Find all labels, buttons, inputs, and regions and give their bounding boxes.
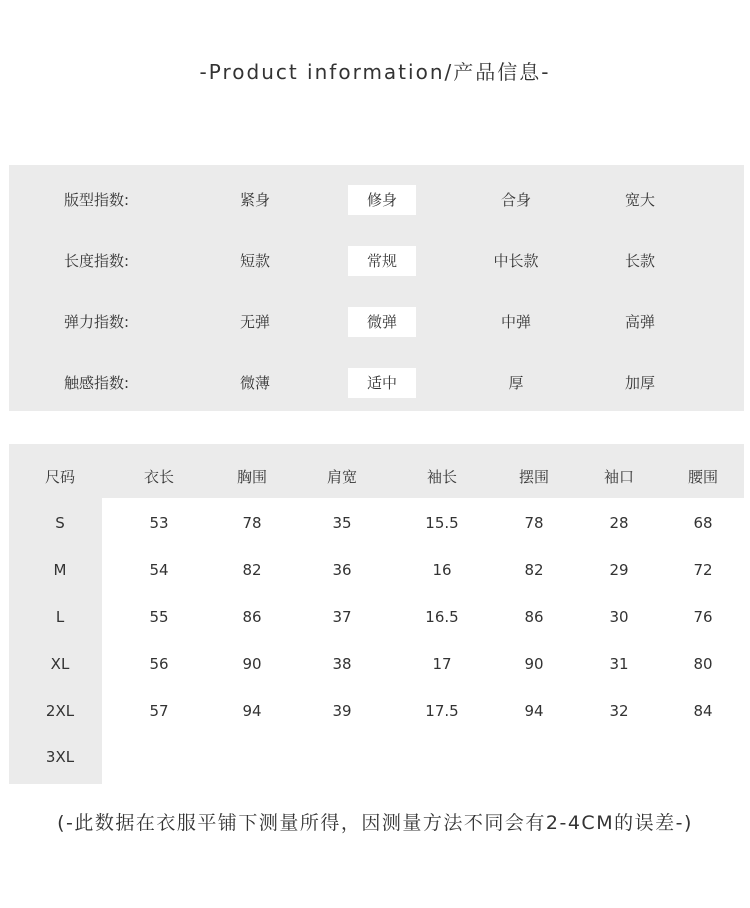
index-option-selected: 微弹 <box>348 307 416 337</box>
size-value-cell: 17.5 <box>425 702 459 720</box>
index-option: 微薄 <box>239 374 270 392</box>
size-label-cell: 2XL <box>45 702 75 720</box>
size-value-cell: 55 <box>149 608 169 626</box>
size-value-cell: 90 <box>524 655 544 673</box>
size-value-cell: 17 <box>432 655 452 673</box>
size-value-cell: 78 <box>524 514 544 532</box>
size-value-cell: 28 <box>609 514 629 532</box>
size-label-cell: M <box>53 561 67 579</box>
size-value-cell: 15.5 <box>425 514 459 532</box>
page-title: -Product information/产品信息- <box>199 60 551 84</box>
size-value-cell: 86 <box>242 608 262 626</box>
index-option: 合身 <box>500 191 531 209</box>
index-option-selected: 修身 <box>348 185 416 215</box>
index-label: 弹力指数: <box>64 313 130 331</box>
size-value-cell: 56 <box>149 655 169 673</box>
size-value-cell: 35 <box>332 514 352 532</box>
index-option: 短款 <box>239 252 270 270</box>
index-option: 高弹 <box>624 313 655 331</box>
size-column-background <box>9 498 102 784</box>
size-value-cell: 94 <box>242 702 262 720</box>
size-value-cell: 30 <box>609 608 629 626</box>
index-option: 厚 <box>508 374 524 392</box>
index-row-length <box>9 246 744 276</box>
size-table-header-cell: 袖口 <box>603 468 634 486</box>
index-label: 触感指数: <box>64 374 130 392</box>
size-value-cell: 37 <box>332 608 352 626</box>
size-label-cell: 3XL <box>45 748 75 766</box>
size-value-cell: 72 <box>693 561 713 579</box>
index-option: 长款 <box>624 252 655 270</box>
index-option-selected: 适中 <box>348 368 416 398</box>
measurement-note: (-此数据在衣服平铺下测量所得，因测量方法不同会有2-4CM的误差-) <box>57 812 693 834</box>
size-value-cell: 80 <box>693 655 713 673</box>
size-table-header-cell: 袖长 <box>426 468 457 486</box>
size-value-cell: 16.5 <box>425 608 459 626</box>
size-value-cell: 29 <box>609 561 629 579</box>
size-value-cell: 86 <box>524 608 544 626</box>
product-index-panel <box>9 165 744 411</box>
size-table-header-cell: 胸围 <box>236 468 267 486</box>
size-value-cell: 82 <box>524 561 544 579</box>
index-option: 中长款 <box>493 252 539 270</box>
size-label-cell: S <box>55 514 65 532</box>
index-label: 版型指数: <box>64 191 130 209</box>
size-value-cell: 94 <box>524 702 544 720</box>
size-value-cell: 57 <box>149 702 169 720</box>
size-table <box>9 444 744 784</box>
size-value-cell: 78 <box>242 514 262 532</box>
size-label-cell: L <box>55 608 65 626</box>
index-option: 加厚 <box>624 374 655 392</box>
index-option: 中弹 <box>500 313 531 331</box>
size-table-header-cell: 尺码 <box>44 468 75 486</box>
size-table-header-cell: 摆围 <box>518 468 549 486</box>
size-label-cell: XL <box>50 655 70 673</box>
size-value-cell: 16 <box>432 561 452 579</box>
size-value-cell: 82 <box>242 561 262 579</box>
index-option: 紧身 <box>239 191 270 209</box>
index-row-texture <box>9 368 744 398</box>
size-value-cell: 39 <box>332 702 352 720</box>
index-option-selected: 常规 <box>348 246 416 276</box>
size-value-cell: 90 <box>242 655 262 673</box>
size-table-header-cell: 腰围 <box>687 468 718 486</box>
index-row-fit <box>9 185 744 215</box>
size-value-cell: 68 <box>693 514 713 532</box>
size-value-cell: 36 <box>332 561 352 579</box>
size-value-cell: 54 <box>149 561 169 579</box>
size-value-cell: 76 <box>693 608 713 626</box>
size-value-cell: 32 <box>609 702 629 720</box>
index-option: 无弹 <box>239 313 270 331</box>
size-value-cell: 84 <box>693 702 713 720</box>
size-value-cell: 31 <box>609 655 629 673</box>
index-row-elasticity <box>9 307 744 337</box>
index-label: 长度指数: <box>64 252 130 270</box>
size-table-header-cell: 肩宽 <box>326 468 357 486</box>
index-option: 宽大 <box>624 191 655 209</box>
size-value-cell: 38 <box>332 655 352 673</box>
size-value-cell: 53 <box>149 514 169 532</box>
size-table-header-cell: 衣长 <box>143 468 174 486</box>
